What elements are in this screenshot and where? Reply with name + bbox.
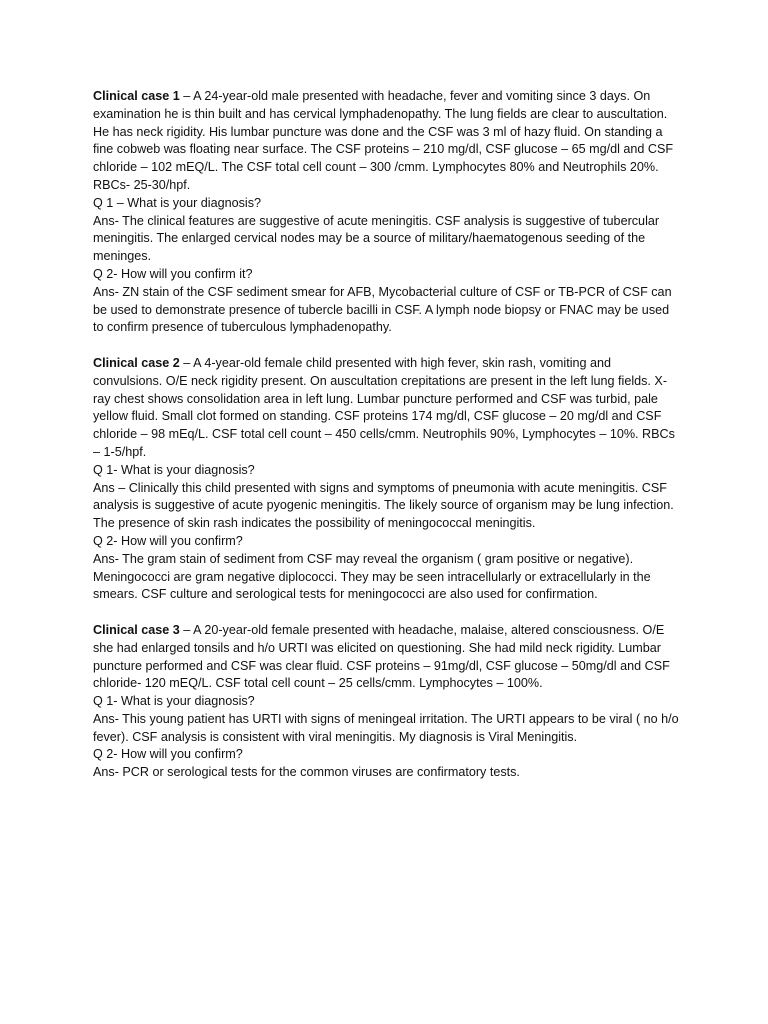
case-intro: – A 20-year-old female presented with headache, malaise, altered consciousness. O/E she had enlarged tonsils and h/o URTI was elicited on questioning. She had mild neck rigidity. Lumbar puncture performed and CSF was clear fluid. CSF proteins – 91mg/dl, CSF glucose – 50mg/dl and CSF chloride- 120 mEQ/L. CSF total cell count – 25 cells/cmm. Lymphocytes – 100%. <box>93 622 670 691</box>
question-1: Q 1 – What is your diagnosis? <box>93 195 261 210</box>
question-2: Q 2- How will you confirm it? <box>93 266 253 281</box>
case-intro: – A 4-year-old female child presented with high fever, skin rash, vomiting and convulsions. O/E neck rigidity present. On auscultation crepitations are present in the left lung fields. X-ray chest shows consolidation area in left lung. Lumbar puncture performed and CSF was turbid, pale yellow fluid. Small clot formed on standing. CSF proteins 174 mg/dl, CSF glucose – 20 mg/dl and CSF chloride – 98 mEq/L. CSF total cell count – 450 cells/cmm. Neutrophils 90%, Lymphocytes – 10%. RBCs – 1-5/hpf. <box>93 355 675 459</box>
answer-2: Ans- PCR or serological tests for the common viruses are confirmatory tests. <box>93 765 520 780</box>
case-description <box>93 88 683 195</box>
case-intro: – A 24-year-old male presented with headache, fever and vomiting since 3 days. On examination he is thin built and has cervical lymphadenopathy. The lung fields are clear to auscultation. He has neck rigidity. His lumbar puncture was done and the CSF was 3 ml of hazy fluid. On standing a fine cobweb was floating near surface. The CSF proteins – 210 mg/dl, CSF glucose – 65 mg/dl and CSF chloride – 102 mEQ/L. The CSF total cell count – 300 /cmm. Lymphocytes 80% and Neutrophils 20%. RBCs- 25-30/hpf. <box>93 89 674 192</box>
answer-1: Ans – Clinically this child presented with signs and symptoms of pneumonia with acute meningitis. CSF analysis is suggestive of acute pyogenic meningitis. The likely source of organism may be lung infection. The presence of skin rash indicates the possibility of meningococcal meningitis. <box>93 480 674 531</box>
answer-2: Ans- The gram stain of sediment from CSF may reveal the organism ( gram positive or negative). Meningococci are gram negative diplococci. They may be seen intracellularly or extracellularly in the smears. CSF culture and serological tests for meningococci are also used for confirmation. <box>93 551 651 602</box>
clinical-case-1 <box>93 88 683 337</box>
answer-2: Ans- ZN stain of the CSF sediment smear for AFB, Mycobacterial culture of CSF or TB-PCR of CSF can be used to demonstrate presence of tubercle bacilli in CSF. A lymph node biopsy or FNAC may be used to confirm presence of tuberculous lymphadenopathy. <box>93 284 672 335</box>
case-title: Clinical case 1 <box>93 89 180 103</box>
clinical-case-3 <box>93 622 683 782</box>
question-2: Q 2- How will you confirm? <box>93 747 243 762</box>
case-description <box>93 622 683 693</box>
question-2: Q 2- How will you confirm? <box>93 533 243 548</box>
question-1: Q 1- What is your diagnosis? <box>93 694 255 709</box>
case-description <box>93 355 683 462</box>
clinical-case-2 <box>93 355 683 604</box>
case-title: Clinical case 2 <box>93 355 180 370</box>
question-1: Q 1- What is your diagnosis? <box>93 462 255 477</box>
case-title: Clinical case 3 <box>93 622 180 637</box>
answer-1: Ans- The clinical features are suggestive of acute meningitis. CSF analysis is suggestive of tubercular meningitis. The enlarged cervical nodes may be a source of military/haematogenous seeding of the meninges. <box>93 213 660 264</box>
answer-1: Ans- This young patient has URTI with signs of meningeal irritation. The URTI appears to be viral ( no h/o fever). CSF analysis is consistent with viral meningitis. My diagnosis is Viral Meningitis. <box>93 711 679 744</box>
document-page <box>93 88 683 800</box>
